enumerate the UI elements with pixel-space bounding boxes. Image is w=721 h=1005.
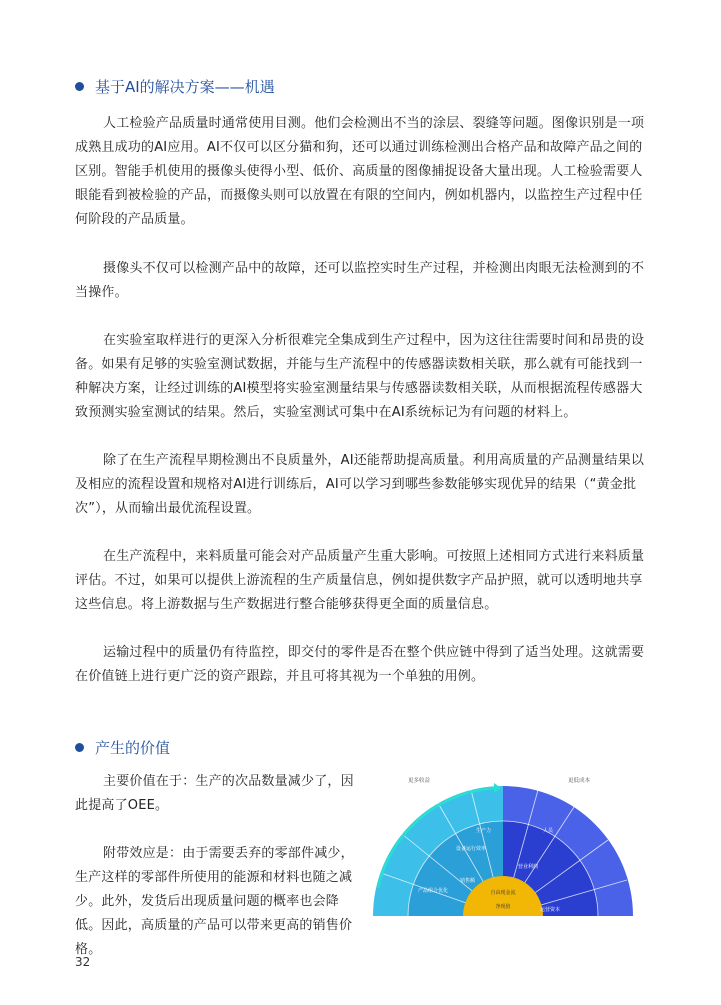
paragraph: 摄像头不仅可以检测产品中的故障，还可以监控实时生产过程，并检测出肉眼无法检测到的不当操作。 [75,261,645,300]
paragraph: 在实验室取样进行的更深入分析很难完全集成到生产过程中，因为这往往需要时间和昂贵的设备。如果有足够的实验室测试数据，并能与生产流程中的传感器读数相关联，那么就有可能找到一种解决方案，让经过训练的AI模型将实验室测量结果与传感器读数相关联，从而根据流程传感器大致预测实验室测试的结果。然后，实验室测试可集中在AI系统标记为有问题的材料上。 [75,333,645,420]
section-heading-solution [75,76,275,97]
bullet-icon [75,82,84,91]
page-number: 32 [75,955,91,969]
outer-label: 更低成本 [568,778,591,784]
paragraph: 在生产流程中，来料质量可能会对产品质量产生重大影响。可按照上述相同方式进行来料质量评估。不过，如果可以提供上游流程的生产质量信息，例如提供数字产品护照，就可以透明地共享这些信息。将上游数据与生产数据进行整合能够获得更全面的质量信息。 [75,549,645,612]
paragraph: 主要价值在于：生产的次品数量减少了，因此提高了OEE。 [75,774,354,813]
core-label: 净现值 [495,904,511,910]
paragraph: 人工检验产品质量时通常使用目测。他们会检测出不当的涂层、裂缝等问题。图像识别是一项成熟且成功的AI应用。AI不仅可以区分猫和狗，还可以通过训练检测出合格产品和故障产品之间的区别。智能手机使用的摄像头使得小型、低价、高质量的图像捕捉设备大量出现。人工检验需要人眼能看到被检验的产品，而摄像头则可以放置在有限的空间内，例如机器内，以监控生产过程中任何阶段的产品质量。 [75,116,645,227]
ring-label: 产品组合优化 [418,888,449,894]
section-heading-value [75,737,170,758]
section-title-text: 产生的价值 [95,739,171,757]
core-label: 自由现金流 [490,890,516,896]
ring-label: 设备运行效率 [456,846,487,852]
paragraph: 运输过程中的质量仍有待监控，即交付的零件是否在整个供应链中得到了适当处理。这就需要在价值链上进行更广泛的资产跟踪，并且可将其视为一个单独的用例。 [75,645,645,684]
ring-label: 运营资本 [540,907,561,913]
paragraph: 附带效应是：由于需要丢弃的零部件减少，生产这样的零部件所使用的能源和材料也随之减少。此外，发货后出现质量问题的概率也会降低。因此，高质量的产品可以带来更高的销售价格。 [75,846,354,957]
ring-label: 销售额 [460,878,476,884]
value-tree-diagram [368,770,638,920]
outer-label: 更多收益 [408,778,431,784]
section-title-text: 基于AI的解决方案——机遇 [95,78,275,96]
bullet-icon [75,743,84,752]
ring-label: 人员 [543,828,554,834]
value-tree-figure [368,770,638,920]
paragraph: 除了在生产流程早期检测出不良质量外，AI还能帮助提高质量。利用高质量的产品测量结果以及相应的流程设置和规格对AI进行训练后，AI可以学习到哪些参数能够实现优异的结果（“黄金批次”），从而输出最优流程设置。 [75,453,645,516]
ring-label: 营业利润 [518,864,539,870]
ring-label: 生产力 [476,828,492,834]
